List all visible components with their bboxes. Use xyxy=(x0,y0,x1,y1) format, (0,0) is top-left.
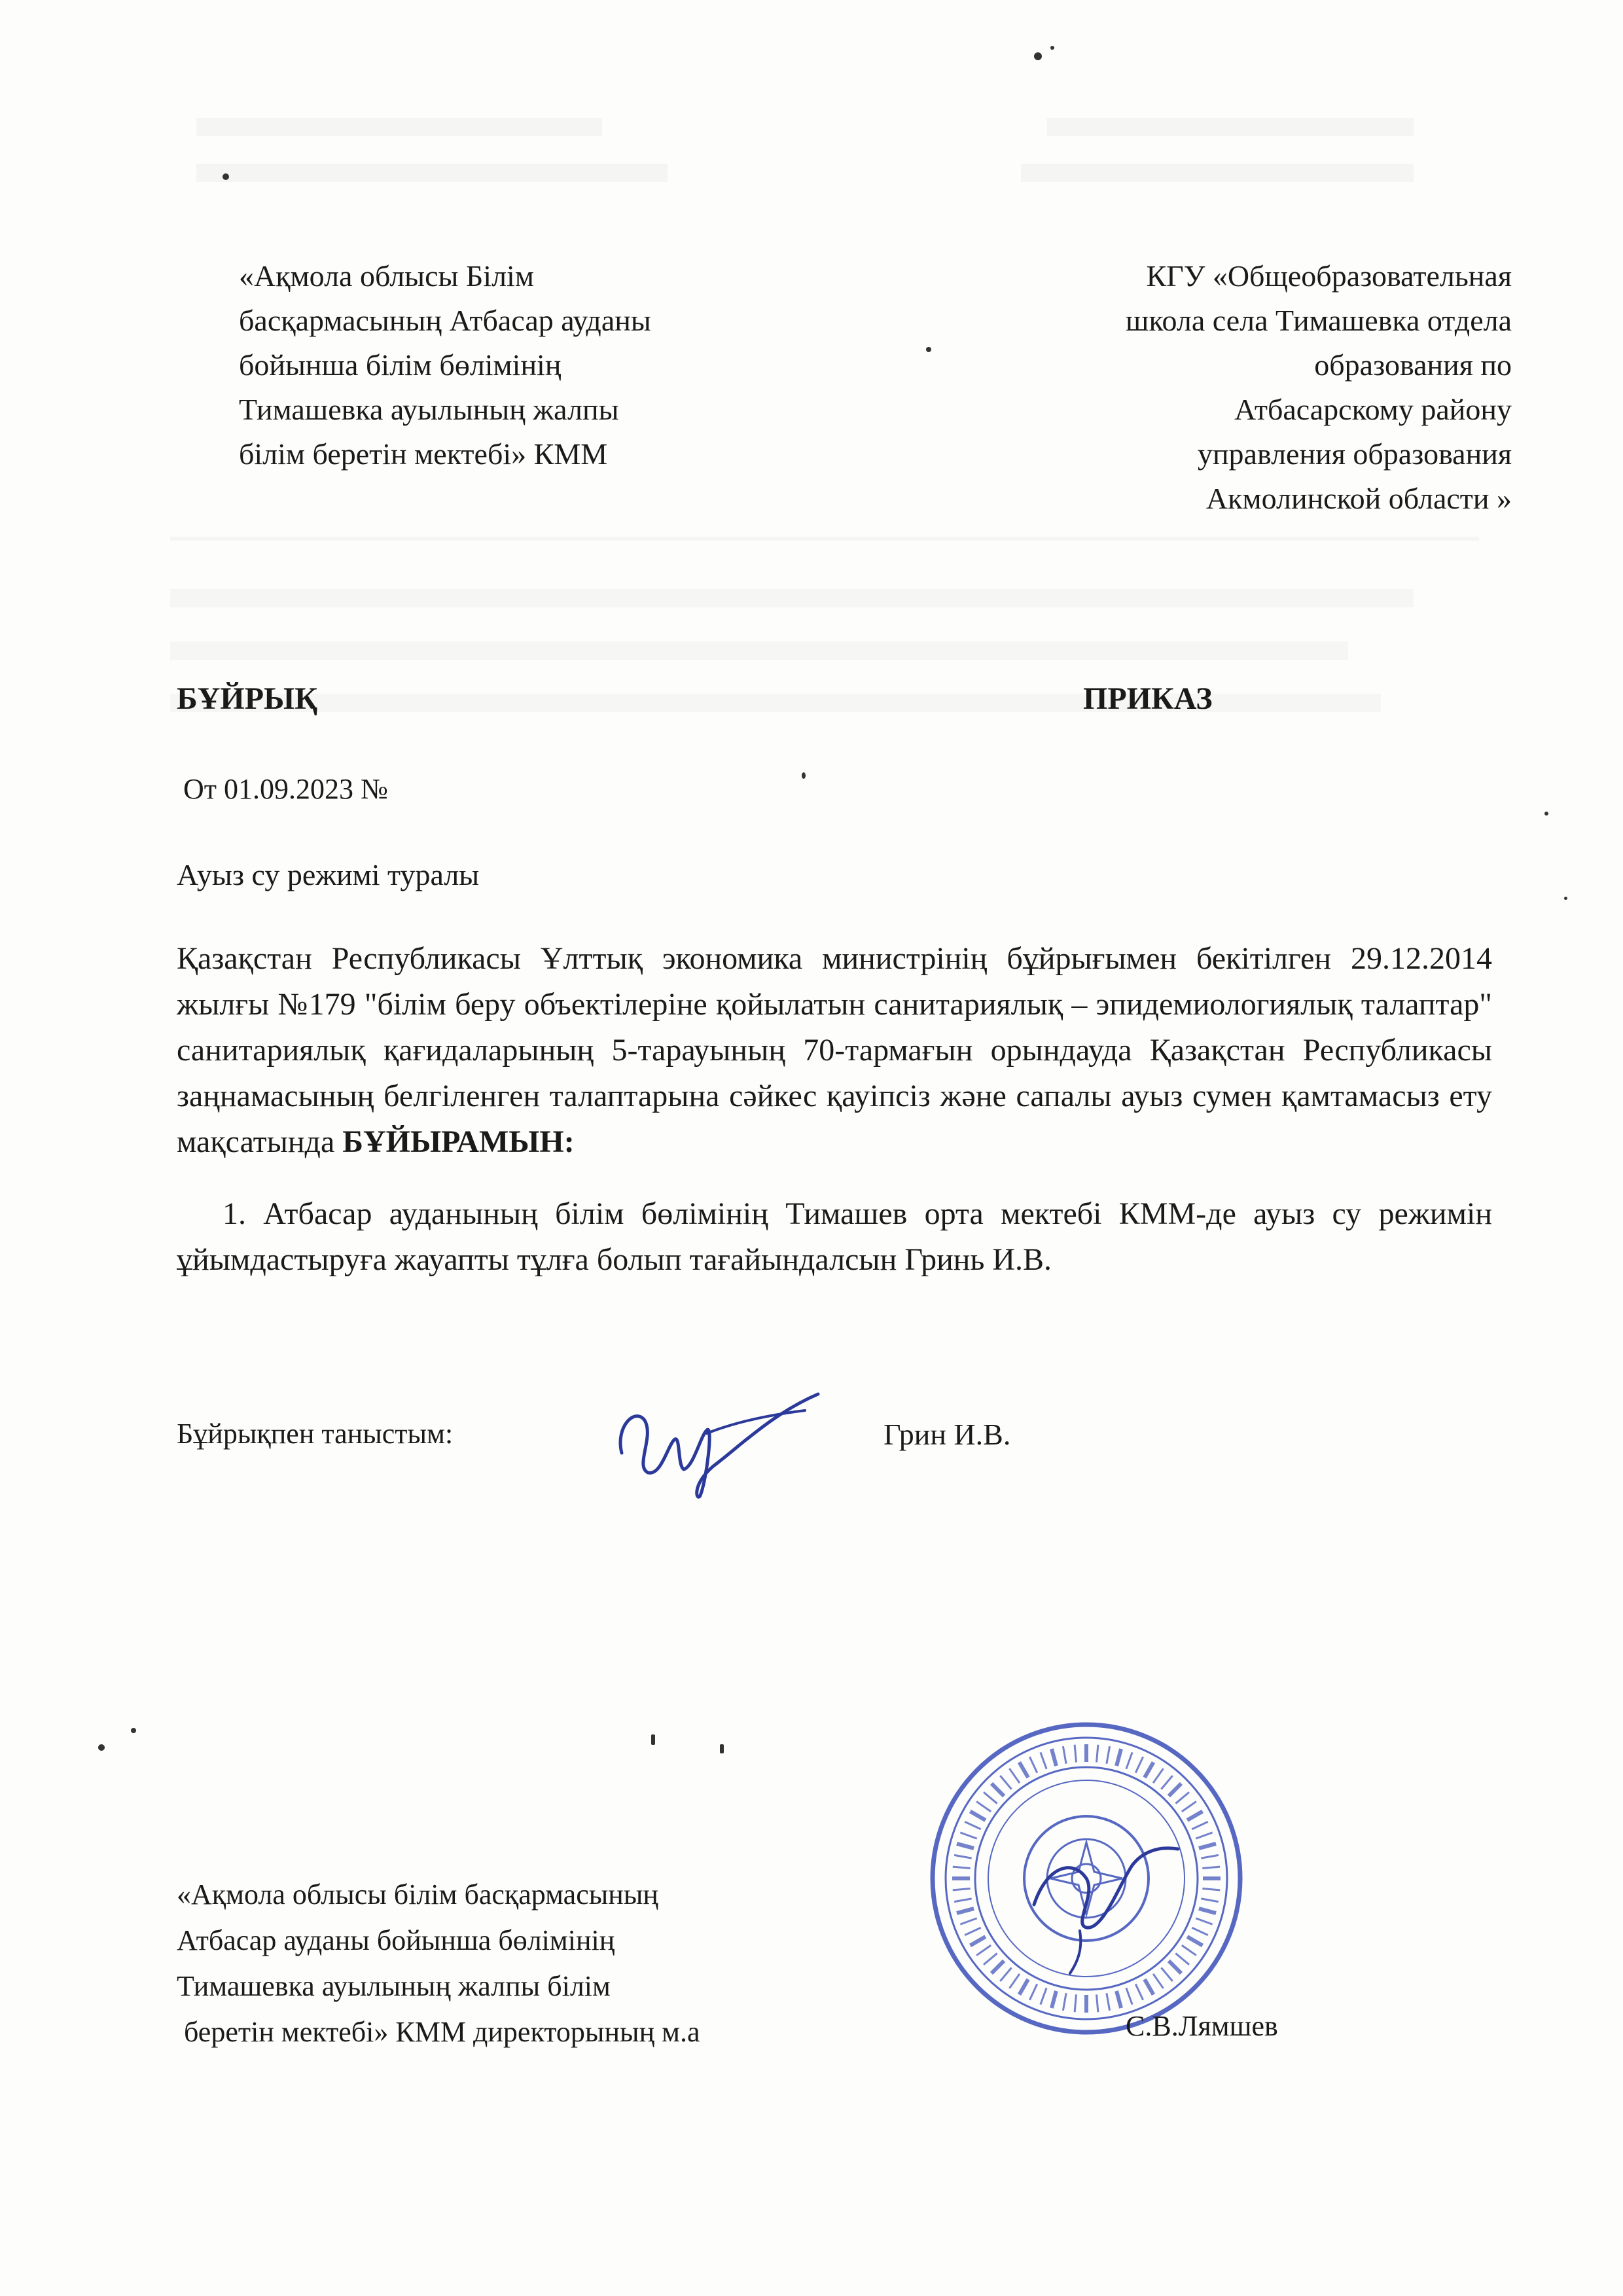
seal-ring-mark xyxy=(1052,1991,1056,2008)
header-right-line: образования по xyxy=(1314,348,1512,382)
scan-speck xyxy=(1034,52,1042,60)
scan-speck xyxy=(1544,812,1548,816)
scan-speck xyxy=(926,347,931,352)
header-left-line: «Ақмола облысы Білім xyxy=(239,259,534,293)
seal-ring-mark xyxy=(1182,1945,1196,1955)
seal-ring-mark xyxy=(1116,1749,1121,1766)
seal-ring-mark xyxy=(1201,1855,1219,1858)
seal-ring-mark xyxy=(1029,1984,1037,2000)
scan-speck xyxy=(131,1728,136,1733)
seal-ring-mark xyxy=(991,1784,1004,1796)
scan-speck xyxy=(223,173,229,180)
header-right-line: Акмолинской области » xyxy=(1205,482,1512,515)
seal-ring-mark xyxy=(1052,1749,1056,1766)
seal-ring-mark xyxy=(1009,1974,1019,1988)
signature-line: «Ақмола облысы білім басқармасының xyxy=(177,1878,658,1910)
subject: Ауыз су режимі туралы xyxy=(177,858,480,891)
header-left-line: білім беретін мектебі» КММ xyxy=(239,437,608,471)
seal-ring-mark xyxy=(1107,1993,1110,2011)
seal-ring-mark xyxy=(1161,1776,1172,1789)
seal-ring-mark xyxy=(1202,1889,1220,1890)
acquainted-name: Грин И.В. xyxy=(883,1418,1011,1451)
order-item-1: 1. Атбасар ауданының білім бөлімінің Тимашев орта мектебі КММ-де ауыз су режимін ұйымдастыруға жауапты тұлға болып тағайындалсын Гринь И.В. xyxy=(177,1196,1492,1277)
seal-ring-mark xyxy=(1145,1762,1154,1777)
body-paragraph-text: Қазақстан Республикасы Ұлттық экономика министрінің бұйрығымен бекітілген 29.12.2014 жылғы №179 "білім беру объектілеріне қойылатын санитариялық – эпидемиологиялық талаптар" санитариялық қағидаларының 5-тарауының 70-тармағын орындауда Қазақстан Республикасы заңнамасының белгіленген талаптарына сәйкес қауіпсіз және сапалы ауыз сумен қамтамасыз ету мақсатында xyxy=(177,941,1492,1159)
header-right-line: КГУ «Общеобразовательная xyxy=(1146,259,1512,293)
seal-ring-mark xyxy=(970,1812,985,1821)
title-kz: БҰЙРЫҚ xyxy=(177,681,317,716)
seal-ring-mark xyxy=(1175,1792,1189,1803)
seal-ring-mark xyxy=(984,1953,997,1964)
seal-ring-mark xyxy=(970,1937,985,1946)
seal-ring-mark xyxy=(1161,1967,1172,1981)
seal-ring-mark xyxy=(1075,1745,1076,1763)
signature-acquainted xyxy=(609,1374,831,1505)
seal-ring-mark xyxy=(965,1821,980,1829)
seal-ring-mark xyxy=(1097,1994,1098,2012)
seal-ring-mark xyxy=(1020,1979,1029,1994)
seal-ring-mark xyxy=(960,1833,976,1839)
scan-speck xyxy=(1050,46,1054,50)
seal-ring-mark xyxy=(1000,1967,1011,1981)
signature-line: Тимашевка ауылының жалпы білім xyxy=(177,1970,611,2002)
seal-ring-mark xyxy=(1187,1937,1202,1946)
header-right-line: Атбасарскому району xyxy=(1234,393,1512,426)
seal-ring-mark xyxy=(1135,1984,1143,2000)
header-left-line: бойынша білім бөлімінің xyxy=(239,348,562,382)
seal-ring-mark xyxy=(1075,1994,1076,2012)
seal-ring-mark xyxy=(1153,1974,1163,1988)
scan-speck xyxy=(1564,897,1567,900)
seal-ring-mark xyxy=(1201,1899,1219,1902)
seal-ring-mark xyxy=(1041,1752,1046,1768)
scan-speck xyxy=(98,1744,105,1751)
header-right xyxy=(870,254,1512,521)
seal-ring-mark xyxy=(1063,1993,1066,2011)
seal-ring-mark xyxy=(1199,1844,1216,1848)
seal-ring-mark xyxy=(1182,1801,1196,1811)
seal-ring-mark xyxy=(1097,1745,1098,1763)
seal-ring-mark xyxy=(976,1801,991,1811)
seal-ring-mark xyxy=(957,1844,974,1848)
order-word: БҰЙЫРАМЫН: xyxy=(342,1124,575,1159)
seal-ring-mark xyxy=(1169,1961,1181,1973)
seal-ring-mark xyxy=(1202,1867,1220,1868)
seal-ring-mark xyxy=(1135,1757,1143,1772)
director-name: С.В.Лямшев xyxy=(1126,2010,1278,2042)
signature-line: беретін мектебі» КММ директорының м.а xyxy=(177,2016,700,2048)
seal-ring-mark xyxy=(957,1909,974,1913)
header-left-line: басқармасының Атбасар ауданы xyxy=(239,304,651,337)
header-right-line: школа села Тимашевка отдела xyxy=(1126,304,1512,337)
title-ru: ПРИКАЗ xyxy=(1083,681,1213,716)
header-right-line: управления образования xyxy=(1197,437,1512,471)
seal-ring-mark xyxy=(1116,1991,1121,2008)
seal-ring-mark xyxy=(1196,1833,1212,1839)
scan-speck xyxy=(720,1744,724,1753)
seal-ring-mark xyxy=(1000,1776,1011,1789)
seal-ring-mark xyxy=(953,1889,971,1890)
seal-ring-mark xyxy=(1063,1746,1066,1764)
header-left xyxy=(239,254,828,476)
seal-ring-mark xyxy=(984,1792,997,1803)
header-left-line: Тимашевка ауылының жалпы xyxy=(239,393,619,426)
seal-ring-mark xyxy=(1192,1821,1207,1829)
seal-ring-mark xyxy=(1020,1762,1029,1777)
seal-ring-mark xyxy=(953,1867,971,1868)
signature-line: Атбасар ауданы бойынша бөлімінің xyxy=(177,1924,615,1956)
seal-ring-mark xyxy=(1009,1768,1019,1783)
seal-ring-mark xyxy=(1145,1979,1154,1994)
seal-ring-mark xyxy=(1041,1988,1046,2004)
seal-ring-mark xyxy=(1107,1746,1110,1764)
date-line: От 01.09.2023 № xyxy=(183,773,388,805)
seal-ring-mark xyxy=(1192,1928,1207,1935)
scan-speck xyxy=(802,772,806,779)
seal-ring-mark xyxy=(954,1855,972,1858)
seal-ring-mark xyxy=(1187,1812,1202,1821)
seal-ring-mark xyxy=(1126,1752,1132,1768)
body-paragraph xyxy=(177,936,1492,1165)
acquainted-label: Бұйрықпен таныстым: xyxy=(177,1418,454,1450)
seal-ring-mark xyxy=(1175,1953,1189,1964)
seal-ring-mark xyxy=(1029,1757,1037,1772)
seal-ring-mark xyxy=(1153,1768,1163,1783)
seal-ring-mark xyxy=(954,1899,972,1902)
seal-ring-mark xyxy=(965,1928,980,1935)
seal-ring-mark xyxy=(1199,1909,1216,1913)
seal-ring-mark xyxy=(976,1945,991,1955)
scan-speck xyxy=(651,1734,655,1745)
seal-ring-mark xyxy=(960,1918,976,1924)
seal-ring-mark xyxy=(1126,1988,1132,2004)
seal-ring-mark xyxy=(1169,1784,1181,1796)
seal-ring-mark xyxy=(1196,1918,1212,1924)
signature-block xyxy=(177,1872,700,2055)
official-seal xyxy=(923,1715,1250,2042)
seal-ring-mark xyxy=(991,1961,1004,1973)
